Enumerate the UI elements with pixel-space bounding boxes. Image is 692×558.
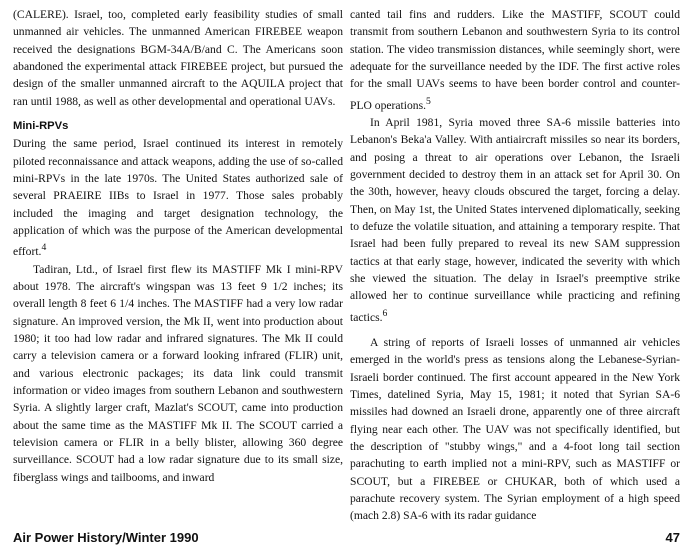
paragraph: Tadiran, Ltd., of Israel first flew its MASTIFF Mk I mini-RPV about 1978. The aircraft's wingspan was 13 feet 9 1/2 inches; its overall length 8 feet 6 1/4 inches. The MASTIFF had a very low radar signature. An improved version, the Mk II, went into production about 1980; it too had low radar and infrared signatures. The Mk II could carry a television camera or a forward looking infrared (FLIR) unit, and various electronic packages; its data link could transmit information or video images from southern Lebanon and southwestern Syria. A slightly larger craft, Mazlat's SCOUT, came into production about the same time as the MASTIFF Mk II. The SCOUT carried a television camera or FLIR in a belly blister, allowing 360 degree surveillance. SCOUT had a low radar signature due to its small size, fiberglass wings and tailbooms, and inward xyxy=(13,262,343,484)
paragraph: canted tail fins and rudders. Like the MASTIFF, SCOUT could transmit from southern Lebanon and southwestern Syria to its control station. The video transmission distances, while seemingly short, were adequate for the surveillance needed by the IDF. The first active roles for the small UAVs seems to have been border control and counter-PLO operations.$^5$ xyxy=(350,8,680,112)
right-column xyxy=(350,6,680,525)
left-column xyxy=(13,6,343,486)
paragraph: During the same period, Israel continued its interest in remotely piloted reconnaissance and attack weapons, adding the use of so-called mini-RPVs in the late 1970s. The United States authorized sale of several PRAEIRE IIBs to Israel in 1977. Those sales probably included the imaging and target designation technology, the application of which was the purpose of the American developmental effort.$^4$ xyxy=(13,137,343,259)
section-heading: Mini-RPVs xyxy=(13,120,69,133)
paragraph: (CALERE). Israel, too, completed early feasibility studies of small unmanned air vehicles. The unmanned American FIREBEE weapon received the designations BGM-34A/B/and C. The Americans soon abandoned the experimental attack FIREBEE project, but pursued the design of the smaller unmanned aircraft to the AQUILA project that ran until 1988, as well as other developmental and operational UAVs. xyxy=(13,8,343,108)
paragraph: A string of reports of Israeli losses of unmanned air vehicles emerged in the world's press as tensions along the Lebanese-Syrian-Israeli border continued. The first account appeared in the New York Times, datelined Syria, May 15, 1981; it noted that Syrian SA-6 missiles had downed an Israeli drone, apparently one of three aircraft flying near each other. The UAV was not specifically identified, but the description of "stubby wings," and a 4-foot long tail section parachuting to earth implied not a mini-RPV, such as MASTIFF or SCOUT, but a FIREBEE or CHUKAR, both of which used a parachute recovery system. The Syrian employment of a high speed (mach 2.8) SA-6 with its radar guidance xyxy=(350,335,680,523)
footnote-ref: 4 xyxy=(41,242,47,254)
page-footer xyxy=(13,530,680,552)
footnote-ref: 5 xyxy=(426,95,431,107)
paragraph: In April 1981, Syria moved three SA-6 missile batteries into Lebanon's Beka'a Valley. With antiaircraft missiles so near its borders, and posing a threat to air operations over Lebanon, the Israeli government decided to destroy them in an attack set for April 30. On the 30th, however, heavy clouds obscured the target, forcing a delay. Then, on May 1st, the United States intervened diplomatically, seeking to defuze the volatile situation, and attaining a temporary respite. That Israel had been fully prepared to reveal its new SAM suppression tactics at that early stage, however, indicated the severity with which she viewed the situation. The delay in Israel's preemptive strike allowed her to continue surveillance while practicing and refining tactics.$^6$ xyxy=(350,115,680,324)
publication-title: Air Power History/Winter 1990 xyxy=(13,530,199,545)
footnote-ref: 6 xyxy=(382,307,388,319)
page-number: 47 xyxy=(665,530,680,545)
